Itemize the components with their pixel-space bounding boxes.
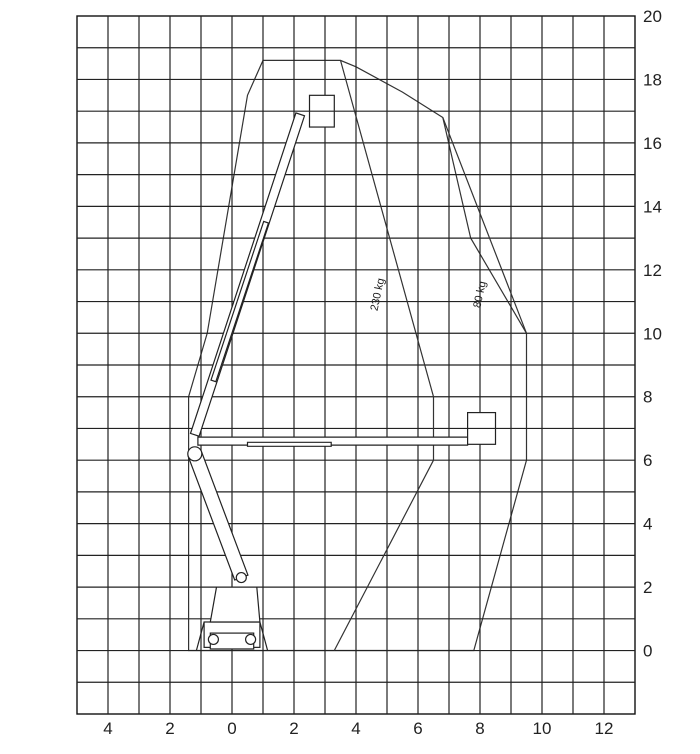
y-tick-label: 20 xyxy=(643,7,662,26)
y-tick-label: 4 xyxy=(643,514,653,534)
y-tick-label: 18 xyxy=(643,70,662,90)
y-tick-label: 0 xyxy=(643,641,653,661)
wheel xyxy=(246,634,256,644)
y-tick-label: 16 xyxy=(643,133,662,153)
y-tick-label: 14 xyxy=(643,197,662,217)
knuckle-joint xyxy=(188,447,202,461)
horizontal-boom xyxy=(198,437,468,445)
telescope-cylinder xyxy=(248,442,332,446)
x-tick-label: 4 xyxy=(351,719,361,738)
x-tick-label: 8 xyxy=(475,719,485,738)
y-tick-label: 6 xyxy=(643,451,653,471)
zone-label: 230 kg xyxy=(368,277,388,312)
x-tick-label: 6 xyxy=(413,719,423,738)
x-tick-label: 2 xyxy=(165,719,175,738)
y-tick-label: 8 xyxy=(643,387,653,407)
y-tick-label: 12 xyxy=(643,260,662,280)
x-tick-label: 2 xyxy=(289,719,299,738)
x-tick-label: 10 xyxy=(532,719,552,738)
turret xyxy=(210,587,260,622)
x-tick-label: 12 xyxy=(594,719,614,738)
x-tick-label: 4 xyxy=(103,719,113,738)
y-tick-label: 2 xyxy=(643,578,653,598)
x-tick-label: 0 xyxy=(227,719,237,738)
boom-pivot xyxy=(236,573,246,583)
wheel xyxy=(208,634,218,644)
zone-label: 80 kg xyxy=(471,280,489,309)
y-tick-label: 10 xyxy=(643,324,662,344)
